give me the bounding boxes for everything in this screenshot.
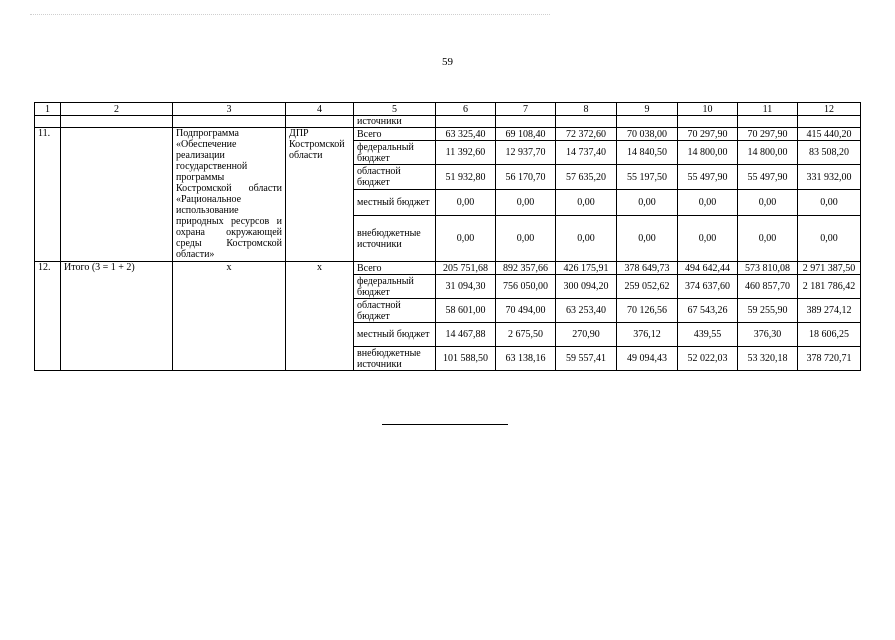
value-cell: 18 606,25	[798, 323, 861, 347]
header-cell: 11	[738, 103, 798, 116]
value-cell: 0,00	[436, 190, 496, 216]
value-cell: 0,00	[556, 190, 617, 216]
value-cell: 70 297,90	[678, 128, 738, 141]
header-cell: 2	[61, 103, 173, 116]
value-cell: 374 637,60	[678, 275, 738, 299]
value-cell: 0,00	[678, 216, 738, 262]
value-cell: 378 649,73	[617, 262, 678, 275]
value-cell: 331 932,00	[798, 165, 861, 190]
value-cell: 756 050,00	[496, 275, 556, 299]
header-cell: 6	[436, 103, 496, 116]
header-cell: 3	[173, 103, 286, 116]
value-cell: 0,00	[738, 190, 798, 216]
value-cell: 53 320,18	[738, 347, 798, 371]
value-cell: 14 840,50	[617, 141, 678, 165]
subprogram-description: Подпрограмма «Обеспечение реализации государственной программы Костромской области «Рациональное использование природных ресурсов и охрана окружающей среды Костромской области»	[173, 128, 286, 262]
value-cell: 376,12	[617, 323, 678, 347]
value-cell: 0,00	[556, 216, 617, 262]
value-cell: 14 737,40	[556, 141, 617, 165]
continuation-row	[35, 116, 861, 128]
value-cell: 83 508,20	[798, 141, 861, 165]
value-cell: 70 038,00	[617, 128, 678, 141]
value-cell: 14 467,88	[436, 323, 496, 347]
value-cell: 426 175,91	[556, 262, 617, 275]
executor: х	[286, 262, 354, 371]
source-label: Всего	[354, 262, 436, 275]
value-cell: 12 937,70	[496, 141, 556, 165]
value-cell: 101 588,50	[436, 347, 496, 371]
value-cell: 11 392,60	[436, 141, 496, 165]
source-label: Всего	[354, 128, 436, 141]
value-cell: 55 497,90	[678, 165, 738, 190]
value-cell: 0,00	[617, 190, 678, 216]
row-number: 12.	[35, 262, 61, 371]
value-cell: 59 557,41	[556, 347, 617, 371]
header-cell: 1	[35, 103, 61, 116]
value-cell: 494 642,44	[678, 262, 738, 275]
value-cell: 2 181 786,42	[798, 275, 861, 299]
header-cell: 10	[678, 103, 738, 116]
value-cell: 300 094,20	[556, 275, 617, 299]
value-cell: 892 357,66	[496, 262, 556, 275]
row-name: Итого (3 = 1 + 2)	[61, 262, 173, 371]
value-cell: 52 022,03	[678, 347, 738, 371]
value-cell: 0,00	[496, 216, 556, 262]
value-cell: 259 052,62	[617, 275, 678, 299]
value-cell: 72 372,60	[556, 128, 617, 141]
value-cell: 69 108,40	[496, 128, 556, 141]
table-row	[35, 262, 861, 275]
value-cell: 0,00	[798, 216, 861, 262]
value-cell: 376,30	[738, 323, 798, 347]
source-label: местный бюджет	[354, 190, 436, 216]
source-label: федеральный бюджет	[354, 141, 436, 165]
value-cell: 0,00	[496, 190, 556, 216]
header-cell: 7	[496, 103, 556, 116]
value-cell: 460 857,70	[738, 275, 798, 299]
value-cell: 0,00	[798, 190, 861, 216]
source-label: источники	[354, 116, 436, 128]
value-cell: 56 170,70	[496, 165, 556, 190]
value-cell: 0,00	[678, 190, 738, 216]
value-cell: 51 932,80	[436, 165, 496, 190]
value-cell: 573 810,08	[738, 262, 798, 275]
source-label: областной бюджет	[354, 165, 436, 190]
source-label: областной бюджет	[354, 299, 436, 323]
value-cell: 67 543,26	[678, 299, 738, 323]
budget-table	[34, 102, 861, 371]
row-name	[61, 128, 173, 262]
value-cell: 270,90	[556, 323, 617, 347]
value-cell: 14 800,00	[738, 141, 798, 165]
header-cell: 4	[286, 103, 354, 116]
value-cell: 389 274,12	[798, 299, 861, 323]
header-cell: 5	[354, 103, 436, 116]
table-row	[35, 128, 861, 141]
value-cell: 0,00	[617, 216, 678, 262]
value-cell: 31 094,30	[436, 275, 496, 299]
value-cell: 57 635,20	[556, 165, 617, 190]
source-label: внебюджетные источники	[354, 347, 436, 371]
value-cell: 55 497,90	[738, 165, 798, 190]
value-cell: 70 297,90	[738, 128, 798, 141]
header-cell: 8	[556, 103, 617, 116]
source-label: местный бюджет	[354, 323, 436, 347]
column-number-header	[35, 103, 861, 116]
value-cell: 2 675,50	[496, 323, 556, 347]
source-label: федеральный бюджет	[354, 275, 436, 299]
value-cell: 439,55	[678, 323, 738, 347]
value-cell: 14 800,00	[678, 141, 738, 165]
source-label: внебюджетные источники	[354, 216, 436, 262]
value-cell: 49 094,43	[617, 347, 678, 371]
row-number: 11.	[35, 128, 61, 262]
value-cell: 63 325,40	[436, 128, 496, 141]
value-cell: 63 138,16	[496, 347, 556, 371]
value-cell: 55 197,50	[617, 165, 678, 190]
header-cell: 9	[617, 103, 678, 116]
executor: ДПР Костромской области	[286, 128, 354, 262]
value-cell: 70 126,56	[617, 299, 678, 323]
value-cell: 0,00	[436, 216, 496, 262]
value-cell: 58 601,00	[436, 299, 496, 323]
value-cell: 378 720,71	[798, 347, 861, 371]
value-cell: 205 751,68	[436, 262, 496, 275]
page-number: 59	[442, 56, 453, 68]
value-cell: 63 253,40	[556, 299, 617, 323]
scan-artifact-line	[30, 14, 550, 16]
value-cell: 0,00	[738, 216, 798, 262]
header-cell: 12	[798, 103, 861, 116]
value-cell: 415 440,20	[798, 128, 861, 141]
subprogram-description: х	[173, 262, 286, 371]
value-cell: 59 255,90	[738, 299, 798, 323]
value-cell: 2 971 387,50	[798, 262, 861, 275]
end-divider-line	[382, 424, 508, 425]
value-cell: 70 494,00	[496, 299, 556, 323]
